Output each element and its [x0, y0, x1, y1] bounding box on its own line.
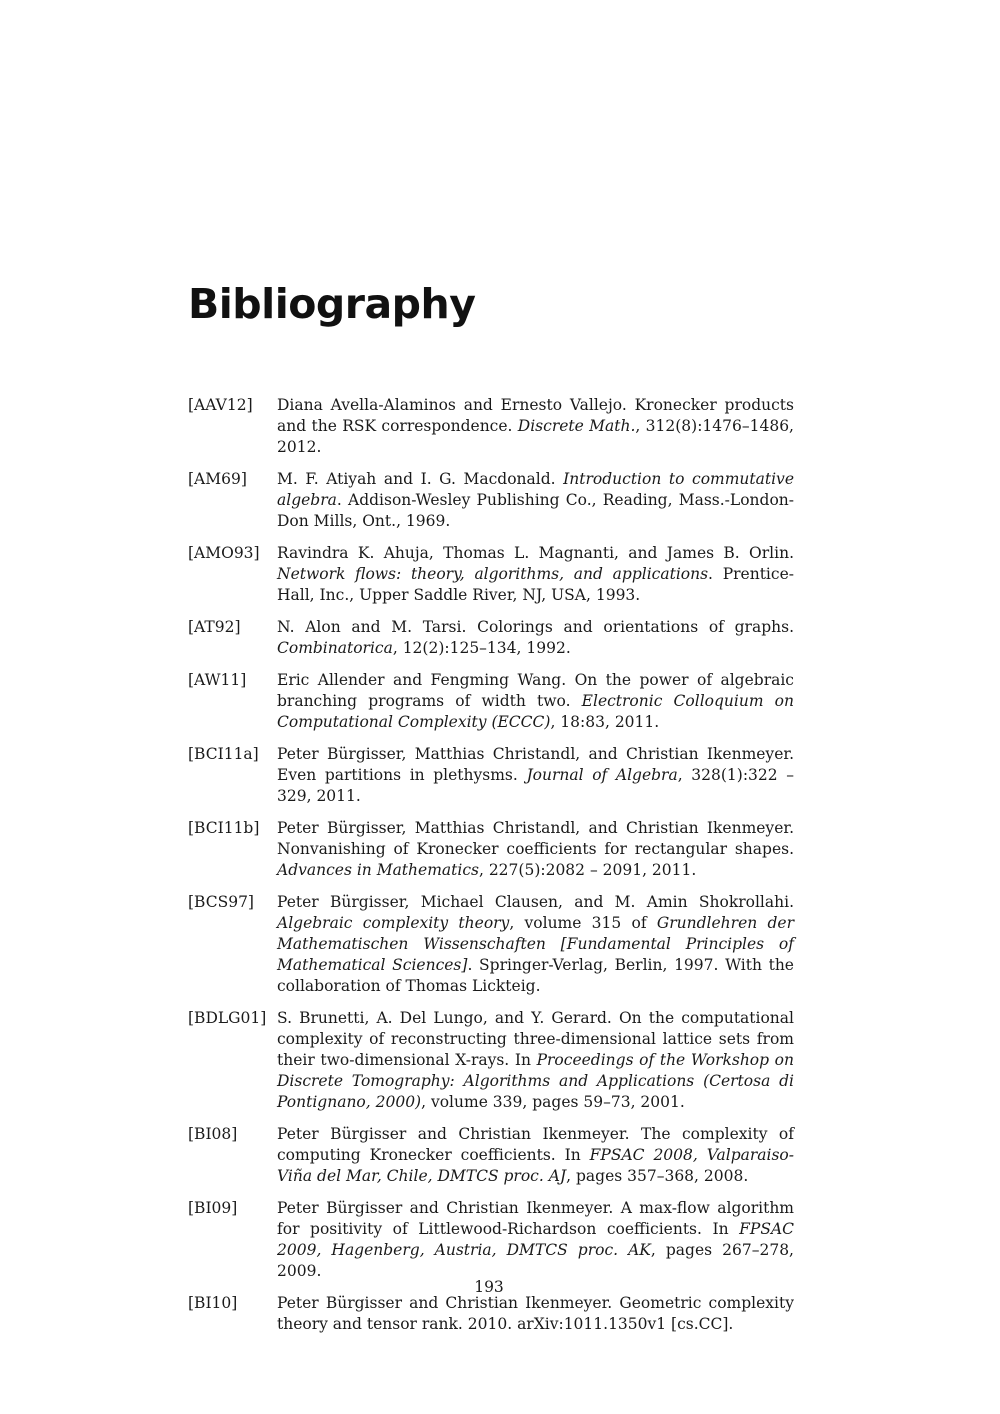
reference-text: S. Brunetti, A. Del Lungo, and Y. Gerard. On the computational complexity of reconstructing three-dimensional lattice sets from their two-dimensional X-rays. In Proceedings of the Workshop on Discrete Tomography: Algorithms and Applications (Certosa di Pontignano, 2000), volume 339, pages 59–73, 2001.: [277, 1009, 794, 1111]
bib-entry-bci11a: [188, 744, 794, 807]
citation-key: [BI10]: [188, 1294, 238, 1312]
bib-entry-am69: [188, 469, 794, 532]
reference-text: Peter Bürgisser, Matthias Christandl, and Christian Ikenmeyer. Even partitions in plethysms. Journal of Algebra, 328(1):322 – 329, 2011.: [277, 745, 794, 805]
citation-key: [AT92]: [188, 618, 241, 636]
bib-entry-bi09: [188, 1198, 794, 1282]
reference-text: Peter Bürgisser and Christian Ikenmeyer. The complexity of computing Kronecker coefficients. In FPSAC 2008, Valparaiso-Viña del Mar, Chile, DMTCS proc. AJ, pages 357–368, 2008.: [277, 1125, 794, 1185]
page-number: 193: [474, 1278, 504, 1296]
citation-key: [BCI11b]: [188, 819, 260, 837]
citation-key: [BDLG01]: [188, 1009, 267, 1027]
citation-key: [AMO93]: [188, 544, 260, 562]
bib-entry-amo93: [188, 543, 794, 606]
bib-entry-bdlg01: [188, 1008, 794, 1113]
bib-entry-bcs97: [188, 892, 794, 997]
citation-key: [BI08]: [188, 1125, 238, 1143]
reference-text: Eric Allender and Fengming Wang. On the power of algebraic branching programs of width two. Electronic Colloquium on Computational Complexity (ECCC), 18:83, 2011.: [277, 671, 794, 731]
bib-entry-bi10: [188, 1293, 794, 1335]
bib-entry-aw11: [188, 670, 794, 733]
citation-key: [AM69]: [188, 470, 247, 488]
citation-key: [BCS97]: [188, 893, 254, 911]
bib-entry-bci11b: [188, 818, 794, 881]
chapter-title: Bibliography: [188, 280, 476, 328]
reference-text: Peter Bürgisser, Michael Clausen, and M. Amin Shokrollahi. Algebraic complexity theory, volume 315 of Grundlehren der Mathematischen Wissenschaften [Fundamental Principles of Mathematical Sciences]. Springer-Verlag, Berlin, 1997. With the collaboration of Thomas Lickteig.: [277, 893, 795, 995]
bibliography-list: [188, 395, 794, 1346]
citation-key: [AW11]: [188, 671, 247, 689]
reference-text: Diana Avella-Alaminos and Ernesto Vallejo. Kronecker products and the RSK correspondence. Discrete Math., 312(8):1476–1486, 2012.: [277, 396, 794, 456]
bib-entry-at92: [188, 617, 794, 659]
reference-text: Ravindra K. Ahuja, Thomas L. Magnanti, and James B. Orlin. Network flows: theory, algorithms, and applications. Prentice-Hall, Inc., Upper Saddle River, NJ, USA, 1993.: [277, 544, 794, 604]
bib-entry-aav12: [188, 395, 794, 458]
reference-text: Peter Bürgisser, Matthias Christandl, and Christian Ikenmeyer. Nonvanishing of Kronecker coefficients for rectangular shapes. Advances in Mathematics, 227(5):2082 – 2091, 2011.: [277, 819, 794, 879]
bib-entry-bi08: [188, 1124, 794, 1187]
citation-key: [BCI11a]: [188, 745, 259, 763]
reference-text: Peter Bürgisser and Christian Ikenmeyer. Geometric complexity theory and tensor rank. 2010. arXiv:1011.1350v1 [cs.CC].: [277, 1294, 794, 1333]
citation-key: [AAV12]: [188, 396, 253, 414]
citation-key: [BI09]: [188, 1199, 238, 1217]
reference-text: M. F. Atiyah and I. G. Macdonald. Introduction to commutative algebra. Addison-Wesley Publishing Co., Reading, Mass.-London-Don Mills, Ont., 1969.: [277, 470, 794, 530]
reference-text: N. Alon and M. Tarsi. Colorings and orientations of graphs. Combinatorica, 12(2):125–134, 1992.: [277, 618, 794, 657]
reference-text: Peter Bürgisser and Christian Ikenmeyer. A max-flow algorithm for positivity of Littlewood-Richardson coefficients. In FPSAC 2009, Hagenberg, Austria, DMTCS proc. AK, pages 267–278, 2009.: [277, 1199, 794, 1280]
